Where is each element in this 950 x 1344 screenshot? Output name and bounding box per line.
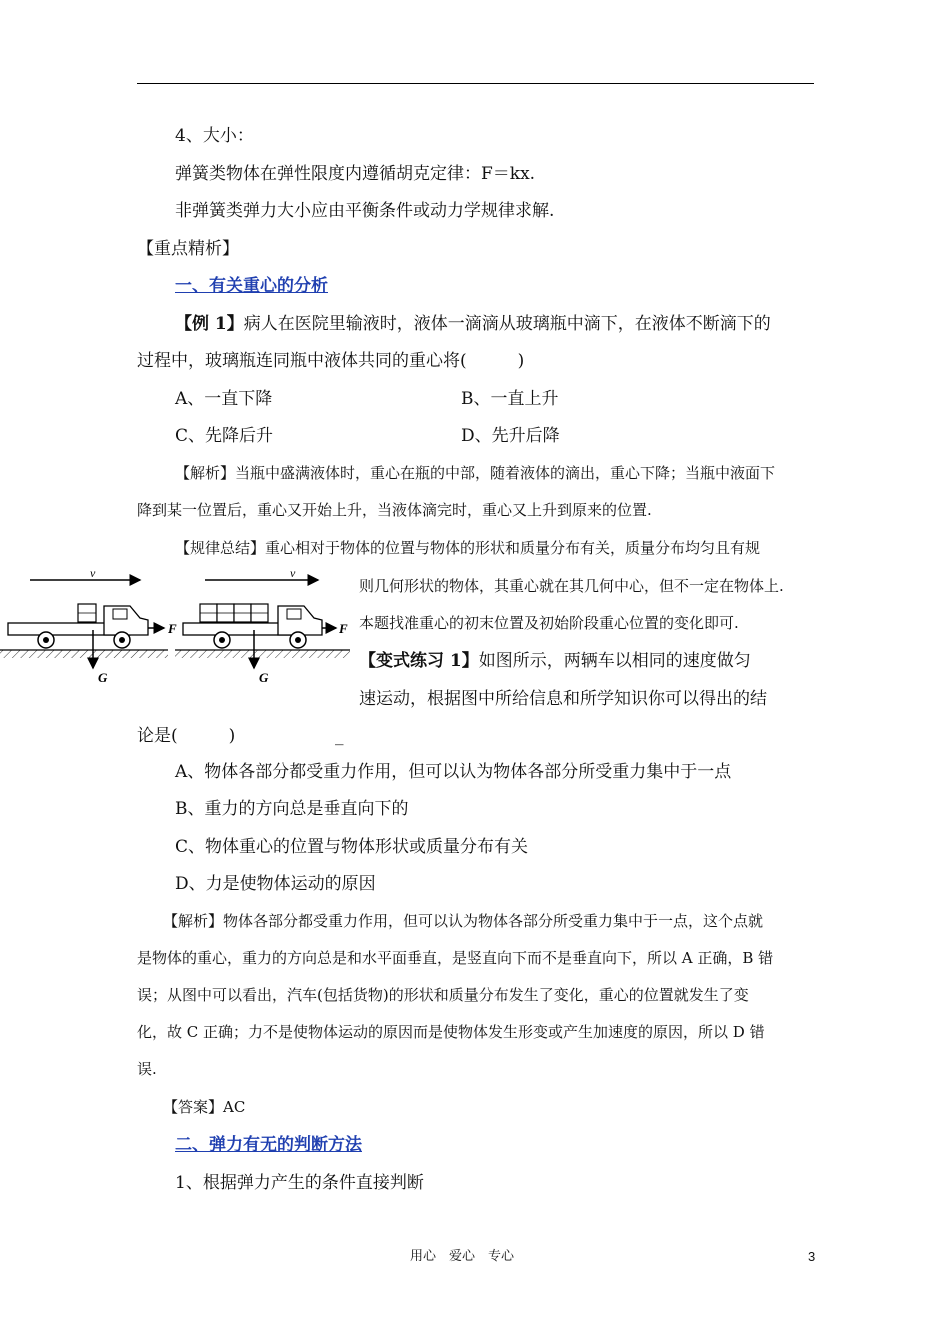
hooke-law-line: 弹簧类物体在弹性限度内遵循胡克定律：F＝kx. [175,164,536,184]
elastic-method-1: 1、根据弹力产生的条件直接判断 [175,1173,424,1193]
rule-summary-text-a: 重心相对于物体的位置与物体的形状和质量分布有关，质量分布均匀且有规 [265,539,761,557]
variant-option-a: A、物体各部分都受重力作用，但可以认为物体各部分所受重力集中于一点 [175,762,732,782]
section-heading-elastic-force: 二、弹力有无的判断方法 [175,1135,362,1155]
analysis-2-tag: 【解析】 [163,912,224,930]
variant-option-d: D、力是使物体运动的原因 [175,874,376,894]
left-velocity-label: v [90,568,96,580]
analysis-2-line-5: 误. [137,1060,157,1078]
example-1-line-1 [175,313,771,335]
analysis-2-line-4: 化，故 C 正确；力不是使物体运动的原因而是使物体发生形变或产生加速度的原因，所以 D 错 [137,1023,765,1041]
right-truck [175,568,350,685]
analysis-2-line-2: 是物体的重心，重力的方向总是和水平面垂直，是竖直向下而不是垂直向下，所以 A 正确，B 错 [137,949,774,967]
left-gravity-label: G [98,670,108,685]
key-analysis-label: 【重点精析】 [137,239,239,259]
option-d: D、先升后降 [461,426,560,446]
option-b: B、一直上升 [461,389,559,409]
analysis-1-line-2: 降到某一位置后，重心又开始上升，当液体滴完时，重心又上升到原来的位置. [137,501,652,519]
variant-1-line-2: 速运动，根据图中所给信息和所学知识你可以得出的结 [359,689,767,709]
variant-option-b: B、重力的方向总是垂直向下的 [175,799,409,819]
analysis-2-text-a: 物体各部分都受重力作用，但可以认为物体各部分所受重力集中于一点，这个点就 [223,912,764,930]
analysis-1-text-a: 当瓶中盛满液体时，重心在瓶的中部，随着液体的滴出，重心下降；当瓶中液面下 [235,464,776,482]
rule-summary-tag: 【规律总结】 [175,539,266,557]
analysis-2-line-1 [163,911,763,931]
example-1-line-2: 过程中，玻璃瓶连同瓶中液体共同的重心将( ) [137,351,525,371]
right-velocity-label: v [290,568,296,580]
section-heading-center-of-gravity: 一、有关重心的分析 [175,276,328,296]
example-1-tag: 【例 1】 [175,314,244,334]
analysis-2-line-3: 误；从图中可以看出，汽车(包括货物)的形状和质量分布发生了变化，重心的位置就发生了变 [137,986,749,1004]
size-heading: 4、大小： [175,126,254,146]
rule-summary-line-3: 本题找准重心的初末位置及初始阶段重心位置的变化即可. [359,614,739,632]
variant-1-blank-mark: _ [335,726,344,746]
variant-1-text-a: 如图所示，两辆车以相同的速度做匀 [478,651,751,671]
footer-motto: 用心 爱心 专心 [410,1249,515,1264]
two-trucks-figure [0,568,350,688]
variant-1-line-1 [359,650,751,672]
rule-summary-line-1 [175,538,760,558]
non-spring-line: 非弹簧类弹力大小应由平衡条件或动力学规律求解. [175,201,555,221]
variant-1-line-3: 论是( ) [137,726,236,746]
answer-line: 【答案】AC [163,1098,246,1116]
left-force-label: F [168,621,177,636]
variant-1-tag: 【变式练习 1】 [359,651,479,671]
option-c: C、先降后升 [175,426,274,446]
option-a: A、一直下降 [175,389,273,409]
example-1-text-a: 病人在医院里输液时，液体一滴滴从玻璃瓶中滴下，在液体不断滴下的 [243,314,771,334]
right-gravity-label: G [259,670,269,685]
variant-option-c: C、物体重心的位置与物体形状或质量分布有关 [175,837,529,857]
header-rule [137,83,814,84]
left-truck [0,568,177,685]
rule-summary-line-2: 则几何形状的物体，其重心就在其几何中心，但不一定在物体上. [359,577,784,595]
analysis-1-tag: 【解析】 [175,464,236,482]
analysis-1-line-1 [175,463,775,483]
right-force-label: F [339,621,348,636]
page-number: 3 [808,1249,816,1264]
